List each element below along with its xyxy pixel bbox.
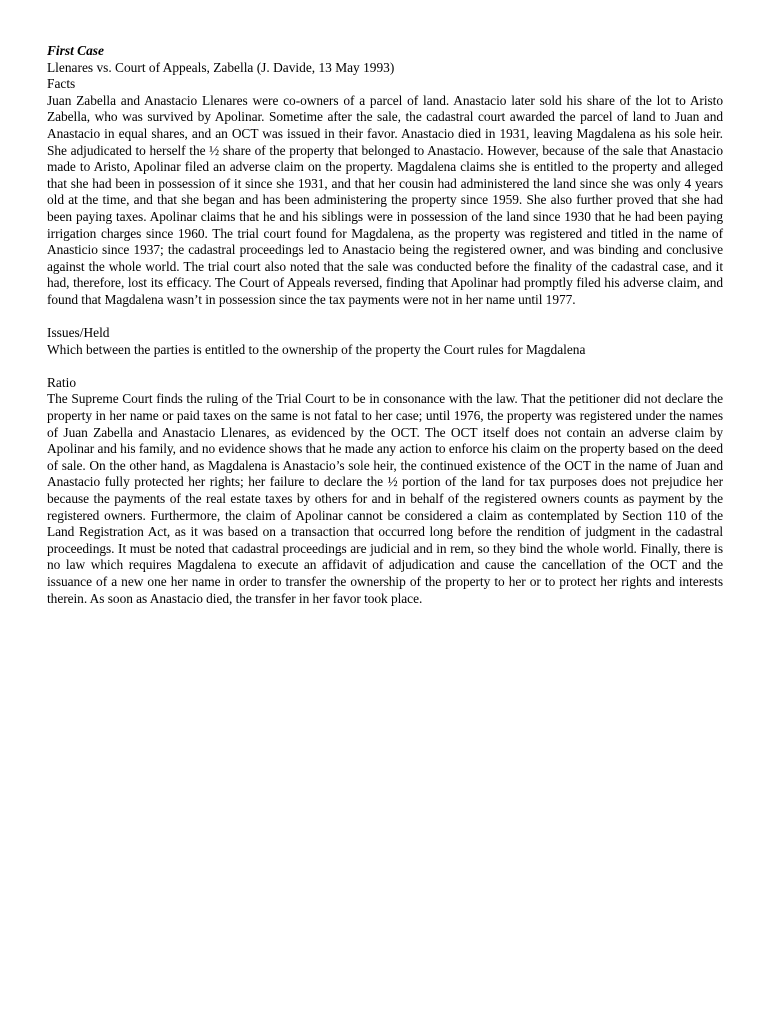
issues-label: Issues/Held [47, 325, 110, 341]
issues-paragraph: Which between the parties is entitled to the ownership of the property the Court rules for Magdalena [47, 341, 586, 357]
ratio-label: Ratio [47, 374, 77, 390]
facts-paragraph: Juan Zabella and Anastacio Llenares were co-owners of a parcel of land. Anastacio later sold his share of the lot to Aristo Zabella, who was survived by Apolinar. Sometime after the sale, the cadastral court awarded the parcel of land to Juan and Anastacio in equal shares, and an OCT was issued in their favor. Anastacio died in 1931, leaving Magdalena as his sole heir. She adjudicated to herself the ½ share of the property that belonged to Anastacio. However, because of the sale that Anastacio made to Aristo, Apolinar filed an adverse claim on the property. Magdalena claims she is entitled to the property and alleged that she had been in possession of it since she 1931, and that her cousin had administered the land since she was only 4 years old at the time, and that she began and has been administering the property since 1959. She also further proved that she had been paying taxes. Apolinar claims that he and his siblings were in possession of the land since 1930 that he had been paying irrigation charges since 1960. The trial court found for Magdalena, as the property was registered and titled in the name of Anasticio since 1937; the cadastral proceedings led to Anastacio being the registered owner, and was binding and conclusive against the whole world. The trial court also noted that the sale was conducted before the finality of the cadastral case, and it had, therefore, lost its efficacy. The Court of Appeals reversed, finding that Apolinar had promptly filed his adverse claim, and found that Magdalena wasn’t in possession since the tax payments were not in her name until 1977. [47, 92, 723, 307]
case-title: Llenares vs. Court of Appeals, Zabella (J. Davide, 13 May 1993) [47, 59, 395, 75]
facts-label: Facts [47, 76, 76, 92]
section-spacer [47, 358, 723, 375]
section-spacer [47, 309, 723, 326]
ratio-paragraph: The Supreme Court finds the ruling of the Trial Court to be in consonance with the law. That the petitioner did not declare the property in her name or paid taxes on the same is not fatal to her case; until 1976, the property was registered under the names of Juan Zabella and Anastacio Llenares, as evidenced by the OCT. The OCT itself does not contain an adverse claim by Apolinar and his family, and no evidence shows that he made any action to enforce his claim on the property based on the deed of sale. On the other hand, as Magdalena is Anastacio’s sole heir, the continued existence of the OCT in the name of Juan and Anastacio fully protected her rights; her failure to declare the ½ portion of the land for tax purposes does not prejudice her because the payments of the real estate taxes by others for and in behalf of the registered owners counts as payment by the registered owners. Furthermore, the claim of Apolinar cannot be considered a claim as contemplated by Section 110 of the Land Registration Act, as it was based on a transaction that occurred long before the rendition of judgment in the cadastral proceedings. It must be noted that cadastral proceedings are judicial and in rem, so they bind the whole world. Finally, there is no law which requires Magdalena to execute an affidavit of adjudication and cause the cancellation of the OCT and the issuance of a new one her name in order to transfer the ownership of the property to her or to protect her rights and interests therein. As soon as Anastacio died, the transfer in her favor took place. [47, 391, 723, 606]
case-heading: First Case [47, 43, 104, 58]
document-page [47, 43, 723, 607]
